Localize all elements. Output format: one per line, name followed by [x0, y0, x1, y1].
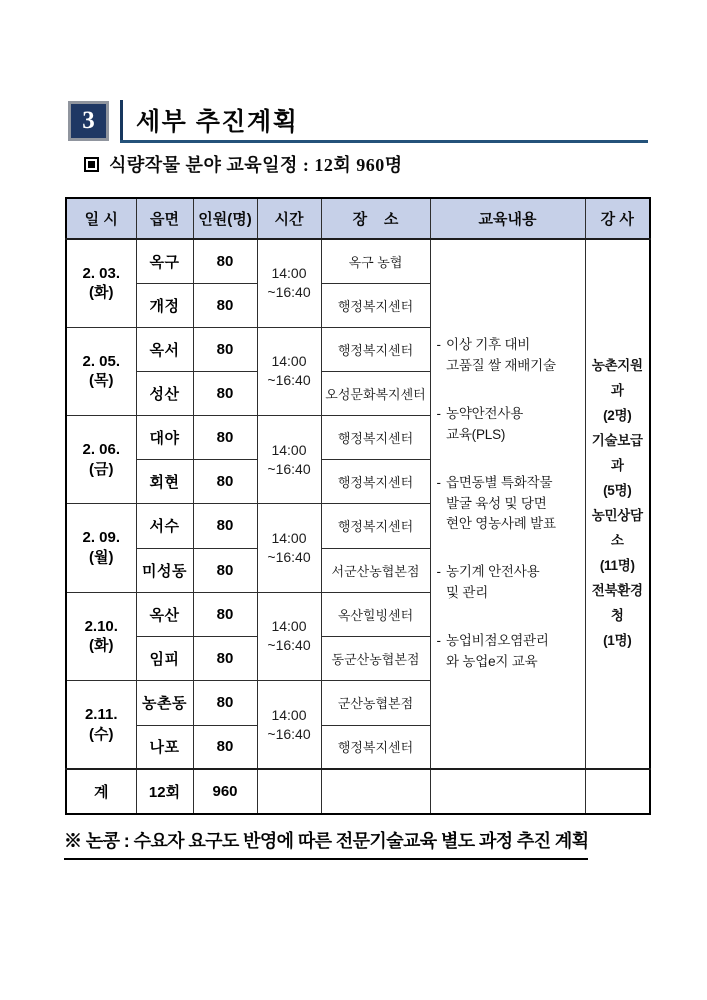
schedule-table — [65, 197, 651, 815]
count-cell: 80 — [193, 371, 257, 415]
instructor-name: 전북환경청 — [591, 582, 643, 623]
instructor-name: 농촌지원과 — [591, 358, 643, 399]
total-row — [66, 769, 650, 814]
place-cell: 군산농협본점 — [321, 681, 430, 725]
col-header-town: 읍면 — [136, 198, 193, 239]
place-cell: 행정복지센터 — [321, 415, 430, 459]
town-cell: 임피 — [136, 637, 193, 681]
town-cell: 옥구 — [136, 239, 193, 283]
col-header-place: 장 소 — [321, 198, 430, 239]
col-header-content: 교육내용 — [430, 198, 585, 239]
subheading-text: 식량작물 분야 교육일정 : 12회 960명 — [109, 155, 403, 175]
count-cell: 80 — [193, 548, 257, 592]
place-cell: 오성문화복지센터 — [321, 371, 430, 415]
total-label-cell: 계 — [66, 769, 136, 814]
edu-item-text: 농약안전사용 교육(PLS) — [446, 405, 524, 442]
count-cell: 80 — [193, 681, 257, 725]
section-number-badge — [68, 101, 109, 141]
date-cell: 2. 03. (화) — [66, 239, 136, 327]
dash-bullet: - — [436, 405, 441, 421]
instructor-entry — [588, 429, 648, 504]
instructor-count: (11명) — [599, 557, 635, 573]
place-cell: 행정복지센터 — [321, 460, 430, 504]
place-cell: 동군산농협본점 — [321, 637, 430, 681]
col-header-date: 일 시 — [66, 198, 136, 239]
count-cell: 80 — [193, 239, 257, 283]
dash-bullet: - — [436, 336, 441, 352]
schedule-table-wrapper — [65, 197, 649, 815]
date-cell: 2. 06. (금) — [66, 415, 136, 503]
instructor-count: (1명) — [603, 632, 632, 648]
table-header-row — [66, 198, 650, 239]
town-cell: 개정 — [136, 283, 193, 327]
count-cell: 80 — [193, 725, 257, 769]
count-cell: 80 — [193, 415, 257, 459]
place-cell: 옥구 농협 — [321, 239, 430, 283]
time-cell: 14:00 ~16:40 — [257, 327, 321, 415]
instructor-name: 농민상담소 — [591, 508, 643, 548]
edu-item — [437, 631, 581, 673]
instructor-entry — [588, 579, 648, 654]
count-cell: 80 — [193, 592, 257, 636]
instructor-entry — [588, 354, 648, 429]
edu-content-cell — [430, 239, 585, 769]
time-cell: 14:00 ~16:40 — [257, 415, 321, 503]
edu-item-text: 농업비점오염관리 와 농업e지 교육 — [446, 633, 549, 670]
time-cell: 14:00 ~16:40 — [257, 592, 321, 680]
footer-note-text: ※ 논콩 : 수요자 요구도 반영에 따른 전문기술교육 별도 과정 추진 계획 — [64, 827, 588, 860]
place-cell: 행정복지센터 — [321, 283, 430, 327]
town-cell: 미성동 — [136, 548, 193, 592]
instructor-count: (2명) — [603, 408, 632, 424]
date-cell: 2.10. (화) — [66, 592, 136, 680]
place-cell: 서군산농협본점 — [321, 548, 430, 592]
section-title: 세부 추진계획 — [136, 108, 299, 136]
empty-cell — [430, 769, 585, 814]
time-cell: 14:00 ~16:40 — [257, 239, 321, 327]
footer-note — [64, 827, 650, 860]
time-cell: 14:00 ~16:40 — [257, 504, 321, 592]
empty-cell — [585, 769, 650, 814]
town-cell: 회현 — [136, 460, 193, 504]
count-cell: 80 — [193, 460, 257, 504]
count-cell: 80 — [193, 327, 257, 371]
count-cell: 80 — [193, 504, 257, 548]
section-divider-bar — [120, 100, 123, 141]
col-header-instructor: 강 사 — [585, 198, 650, 239]
edu-item-text: 이상 기후 대비 고품질 쌀 재배기술 — [446, 336, 556, 373]
section-number: 3 — [82, 107, 95, 134]
section-title-underline — [120, 140, 648, 143]
edu-item — [437, 335, 581, 377]
dash-bullet: - — [436, 633, 441, 649]
empty-cell — [321, 769, 430, 814]
town-cell: 성산 — [136, 371, 193, 415]
instructor-cell — [585, 239, 650, 769]
col-header-count: 인원(명) — [193, 198, 257, 239]
square-bullet-icon — [84, 157, 99, 172]
total-sessions-cell: 12회 — [136, 769, 193, 814]
town-cell: 서수 — [136, 504, 193, 548]
town-cell: 대야 — [136, 415, 193, 459]
col-header-time: 시간 — [257, 198, 321, 239]
date-cell: 2.11. (수) — [66, 681, 136, 769]
dash-bullet: - — [436, 564, 441, 580]
edu-item — [437, 473, 581, 536]
subheading — [84, 151, 403, 177]
time-cell: 14:00 ~16:40 — [257, 681, 321, 769]
instructor-entry — [588, 504, 648, 579]
date-cell: 2. 05. (목) — [66, 327, 136, 415]
instructor-list — [588, 240, 648, 768]
count-cell: 80 — [193, 637, 257, 681]
place-cell: 행정복지센터 — [321, 504, 430, 548]
town-cell: 옥산 — [136, 592, 193, 636]
town-cell: 농촌동 — [136, 681, 193, 725]
edu-item-text: 읍면동별 특화작물 발굴 육성 및 당면 현안 영농사례 발표 — [446, 474, 556, 532]
edu-item-text: 농기계 안전사용 및 관리 — [446, 564, 540, 601]
empty-cell — [257, 769, 321, 814]
place-cell: 행정복지센터 — [321, 327, 430, 371]
total-people-cell: 960 — [193, 769, 257, 814]
place-cell: 옥산힐빙센터 — [321, 592, 430, 636]
edu-item — [437, 562, 581, 604]
count-cell: 80 — [193, 283, 257, 327]
instructor-name: 기술보급과 — [591, 433, 643, 474]
date-cell: 2. 09. (월) — [66, 504, 136, 592]
dash-bullet: - — [436, 474, 441, 490]
instructor-count: (5명) — [603, 483, 632, 499]
table-row — [66, 239, 650, 283]
place-cell: 행정복지센터 — [321, 725, 430, 769]
town-cell: 나포 — [136, 725, 193, 769]
edu-content-list — [437, 240, 581, 768]
edu-item — [437, 404, 581, 446]
town-cell: 옥서 — [136, 327, 193, 371]
